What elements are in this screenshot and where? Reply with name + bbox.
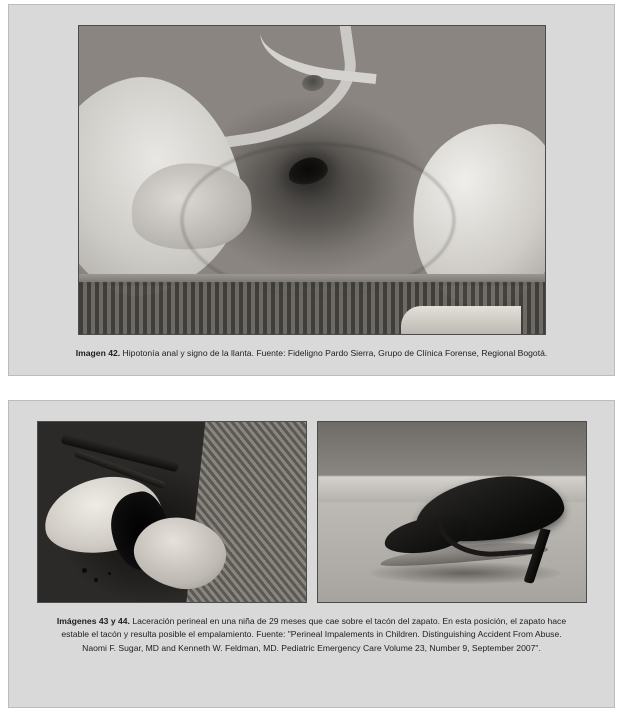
figure-block-42 <box>8 4 615 376</box>
figure-caption-42 <box>9 335 614 370</box>
caption-text-42: Hipotonía anal y signo de la llanta. Fuente: Fideligno Pardo Sierra, Grupo de Clínica Forense, Regional Bogotá. <box>120 348 548 358</box>
tissue-speck <box>94 578 98 582</box>
figure-caption-43-44 <box>9 603 614 665</box>
photo-anal-hypotonia <box>78 25 546 335</box>
light-garment <box>401 306 521 334</box>
tissue-speck <box>108 572 111 575</box>
photo-perineal-laceration <box>37 421 307 603</box>
background-upper-band <box>318 422 586 484</box>
figure-block-43-44 <box>8 400 615 708</box>
tissue-speck <box>82 568 87 573</box>
caption-label-42: Imagen 42. <box>75 348 121 358</box>
photo-high-heel-shoe <box>317 421 587 603</box>
photo-row-42 <box>9 5 614 335</box>
caption-text-43-44: Laceración perineal en una niña de 29 meses que cae sobre el tacón del zapato. En esta posición, el zapato hace estable el tacón y resulta posible el empalamiento. Fuente: "Perineal Impalements in Children. Distinguishing Accident From Abuse. Naomi F. Sugar, MD and Kenneth W. Feldman, MD. Pediatric Emergency Care Volume 23, Number 9, September 2007". <box>61 616 567 653</box>
caption-label-43-44: Imágenes 43 y 44. <box>56 616 130 626</box>
photo-row-43-44 <box>9 401 614 603</box>
